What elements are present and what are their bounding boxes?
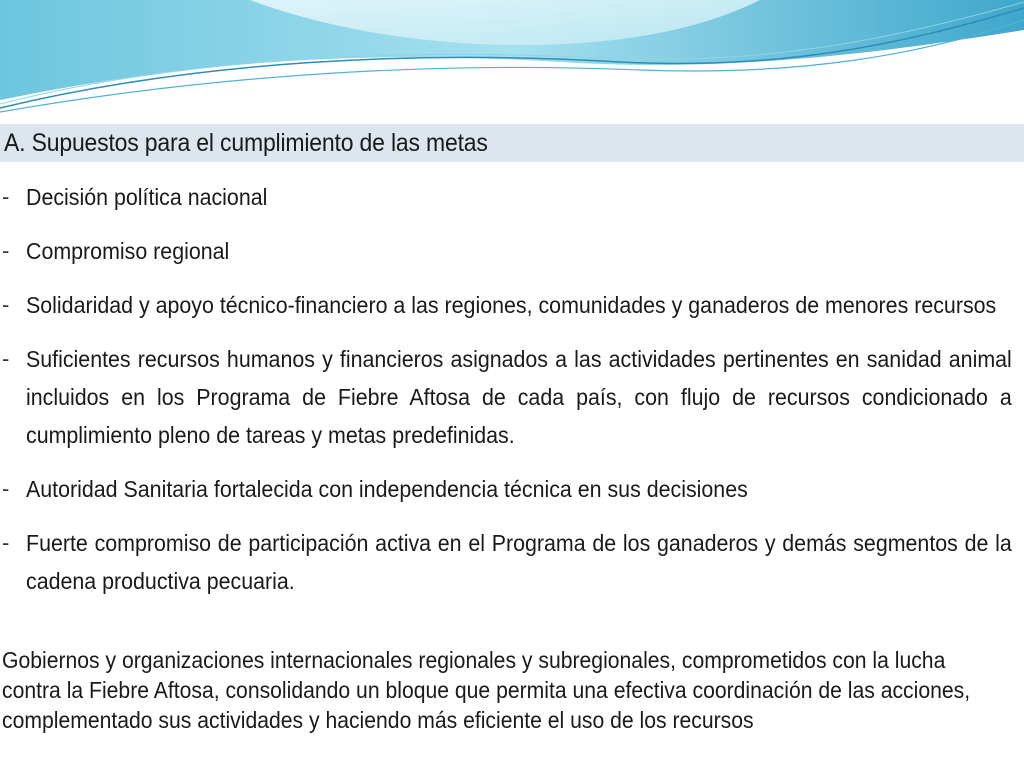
bullet-text: Solidaridad y apoyo técnico-financiero a las regiones, comunidades y ganaderos de menores recursos: [26, 292, 997, 318]
closing-paragraph: Gobiernos y organizaciones internacionales regionales y subregionales, comprometidos con la lucha contra la Fiebre Aftosa, consolidando un bloque que permita una efectiva coordinación de las acciones, complementado sus actividades y haciendo más eficiente el uso de los recursos: [2, 647, 971, 733]
list-item: [0, 232, 1024, 270]
section-heading: A. Supuestos para el cumplimiento de las metas: [4, 129, 488, 157]
bullet-text: Decisión política nacional: [26, 184, 268, 210]
bullet-dash: -: [2, 530, 10, 555]
bullet-text: Fuerte compromiso de participación activa en el Programa de los ganaderos y demás segmentos de la cadena productiva pecuaria.: [26, 530, 1012, 594]
list-item: [0, 524, 1024, 600]
bullet-dash: -: [2, 476, 10, 501]
bullet-dash: -: [2, 184, 10, 209]
list-item: [0, 340, 1024, 454]
list-item: [0, 178, 1024, 216]
list-item: [0, 470, 1024, 508]
bullet-text: Autoridad Sanitaria fortalecida con independencia técnica en sus decisiones: [26, 476, 748, 502]
list-item: [0, 286, 1024, 324]
decorative-wave-banner: [0, 0, 1024, 120]
bullet-list: [0, 178, 1024, 616]
bullet-dash: -: [2, 292, 10, 317]
bullet-text: Suficientes recursos humanos y financieros asignados a las actividades pertinentes en sanidad animal incluidos en los Programa de Fiebre Aftosa de cada país, con flujo de recursos condicionado a cumplimiento pleno de tareas y metas predefinidas.: [26, 346, 1012, 448]
bullet-dash: -: [2, 238, 10, 263]
bullet-dash: -: [2, 346, 10, 371]
bullet-text: Compromiso regional: [26, 238, 230, 264]
